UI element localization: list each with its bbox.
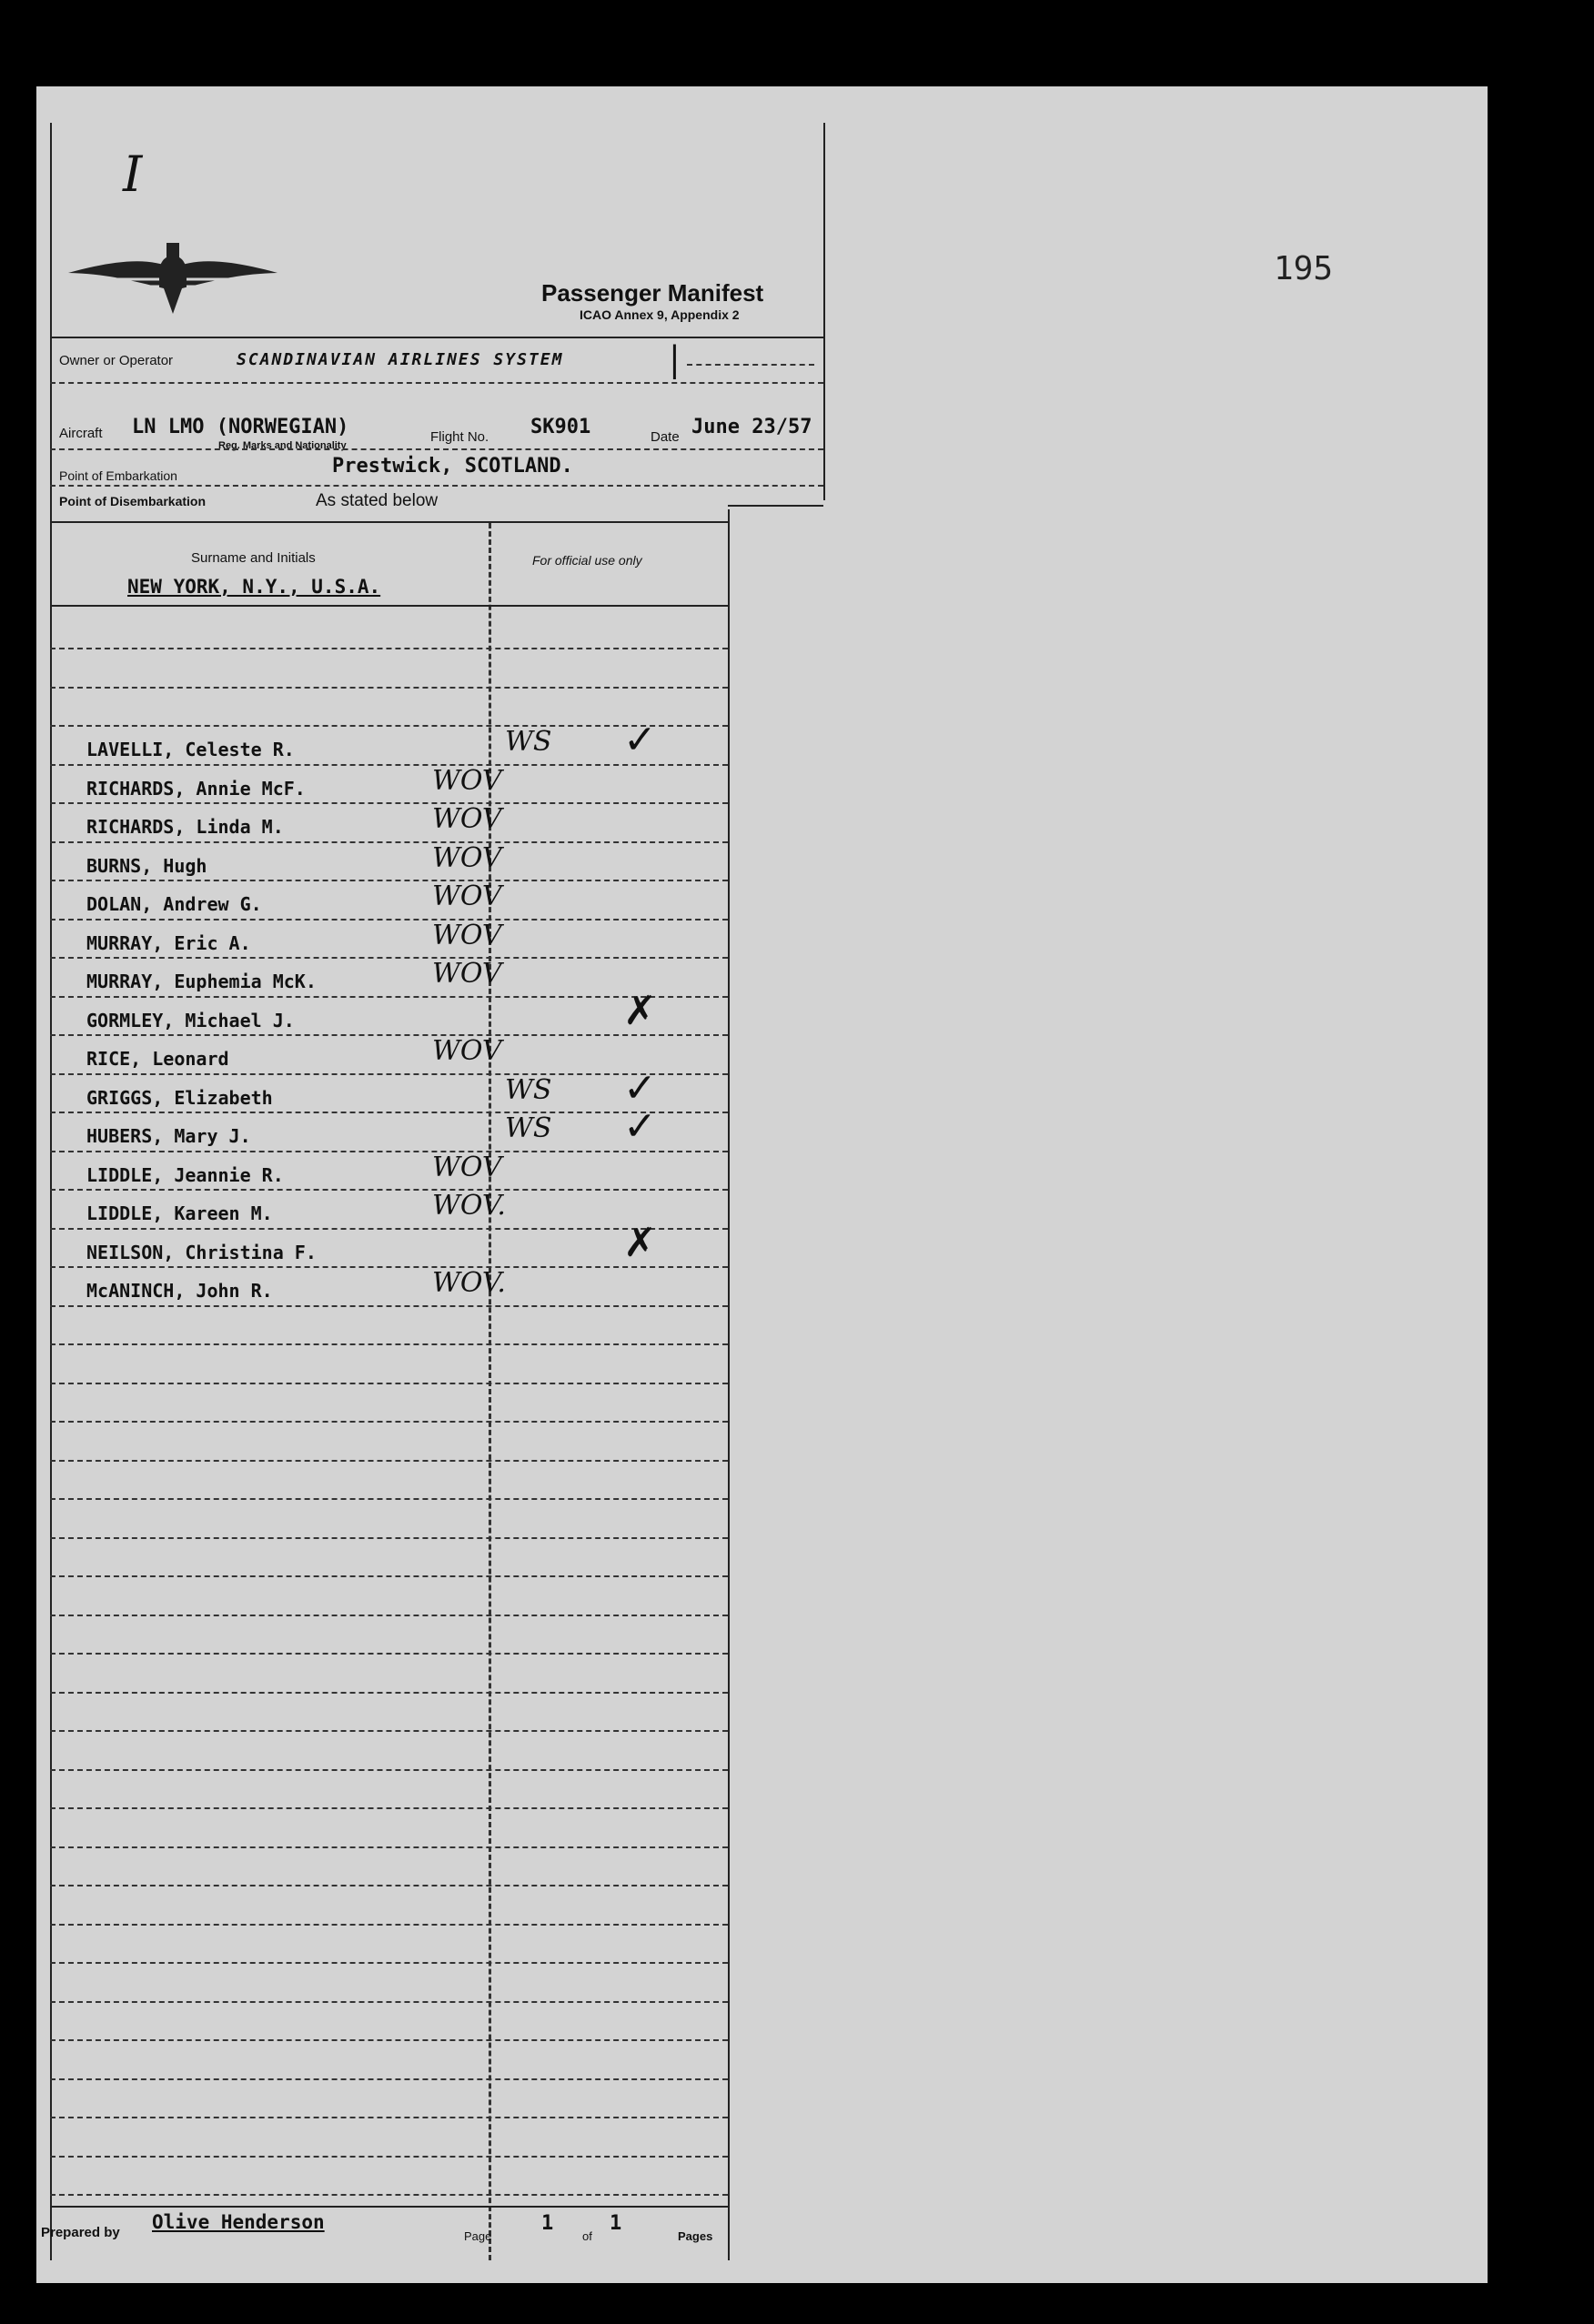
table-row: [50, 880, 728, 931]
ruled-line: [50, 648, 728, 649]
disembarkation-label: Point of Disembarkation: [59, 494, 207, 508]
ruled-line: [50, 1769, 728, 1771]
passenger-name: LIDDLE, Kareen M.: [86, 1202, 273, 1224]
manifest-form: [41, 123, 823, 2260]
flight-label: Flight No.: [430, 429, 489, 445]
prepared-value: Olive Henderson: [152, 2211, 325, 2233]
table-row: [50, 1151, 728, 1202]
aircraft-sublabel: Reg. Marks and Nationality: [218, 440, 347, 451]
disembarkation-value: As stated below: [316, 491, 439, 510]
form-subtitle: ICAO Annex 9, Appendix 2: [580, 307, 740, 322]
table-row: [50, 717, 728, 776]
form-title: Passenger Manifest: [541, 279, 764, 307]
passenger-name: RICE, Leonard: [86, 1048, 229, 1070]
ruled-line: [50, 1924, 728, 1926]
passenger-name: DOLAN, Andrew G.: [86, 893, 262, 915]
official-note: WOV: [432, 958, 502, 990]
table-row: [50, 764, 728, 815]
ruled-line: [50, 1846, 728, 1848]
page-value: 1: [541, 2212, 554, 2235]
corner-mark: I: [123, 146, 143, 203]
owner-value: SCANDINAVIAN AIRLINES SYSTEM: [237, 350, 564, 369]
official-note: WS: [505, 1073, 552, 1106]
ruled-line: [50, 2078, 728, 2080]
passenger-name: GORMLEY, Michael J.: [86, 1009, 295, 1031]
ruled-line: [50, 1421, 728, 1423]
official-mark: ✓: [623, 1103, 657, 1150]
aircraft-label: Aircraft: [59, 426, 103, 441]
ruled-line: [50, 1885, 728, 1886]
ruled-line: [50, 687, 728, 689]
ruled-line: [50, 2039, 728, 2041]
ruled-line: [50, 2117, 728, 2118]
table-row: [50, 1267, 728, 1317]
ruled-line: [50, 1730, 728, 1732]
destination-line: NEW YORK, N.Y., U.S.A.: [127, 576, 381, 598]
ruled-line: [50, 1498, 728, 1500]
embarkation-value: Prestwick, SCOTLAND.: [332, 455, 573, 478]
official-mark: ✓: [623, 1064, 657, 1112]
col-name-header: Surname and Initials: [191, 550, 316, 566]
passenger-name: McANINCH, John R.: [86, 1280, 273, 1302]
airline-wings-logo: [64, 232, 282, 323]
ruled-line: [50, 1383, 728, 1384]
ruled-line: [50, 1962, 728, 1964]
official-note: WOV: [432, 1035, 502, 1067]
ruled-line: [50, 2156, 728, 2158]
official-note: WOV: [432, 764, 502, 797]
ruled-line: [50, 1343, 728, 1345]
ruled-line: [50, 1692, 728, 1694]
ruled-line: [50, 1575, 728, 1577]
pages-label: Pages: [678, 2229, 713, 2243]
aircraft-value: LN LMO (NORWEGIAN): [132, 416, 349, 438]
passenger-name: RICHARDS, Annie McF.: [86, 777, 306, 800]
ruled-line: [50, 1460, 728, 1462]
of-value: 1: [610, 2212, 622, 2235]
passenger-name: HUBERS, Mary J.: [86, 1125, 251, 1147]
owner-stroke: |: [669, 339, 681, 379]
prepared-label: Prepared by: [41, 2225, 120, 2240]
of-label: of: [582, 2229, 592, 2243]
official-mark: ✗: [623, 987, 657, 1034]
table-row: [50, 1219, 728, 1279]
official-note: WOV: [432, 803, 502, 835]
passenger-name: NEILSON, Christina F.: [86, 1241, 317, 1263]
ruled-line: [50, 1537, 728, 1539]
owner-label: Owner or Operator: [59, 353, 174, 368]
official-note: WOV: [432, 880, 502, 912]
ruled-line: [50, 1615, 728, 1616]
date-label: Date: [651, 429, 680, 445]
official-note: WS: [505, 1112, 552, 1144]
passenger-name: LIDDLE, Jeannie R.: [86, 1163, 284, 1186]
table-row: [50, 841, 728, 892]
date-value: June 23/57: [691, 416, 812, 438]
official-note: WOV.: [432, 1190, 506, 1222]
official-note: WOV: [432, 841, 502, 874]
official-note: WS: [505, 726, 552, 758]
passenger-name: GRIGGS, Elizabeth: [86, 1086, 273, 1109]
page-label: Page: [464, 2229, 492, 2243]
table-row: [50, 987, 728, 1047]
ruled-line: [50, 1653, 728, 1655]
page-number: 195: [1274, 250, 1334, 287]
table-row: [50, 1103, 728, 1162]
embarkation-label: Point of Embarkation: [59, 468, 177, 483]
table-row: [50, 803, 728, 853]
passenger-name: LAVELLI, Celeste R.: [86, 739, 295, 760]
form-right-border-top: [823, 123, 825, 500]
flight-value: SK901: [530, 416, 591, 438]
official-mark: ✓: [623, 717, 657, 763]
form-right-border: [728, 509, 730, 2260]
passenger-name: MURRAY, Euphemia McK.: [86, 971, 317, 992]
ruled-line: [50, 1807, 728, 1809]
ruled-line: [50, 2194, 728, 2196]
passenger-name: RICHARDS, Linda M.: [86, 816, 284, 838]
col-official-header: For official use only: [532, 553, 642, 568]
table-row: [50, 919, 728, 970]
passenger-name: BURNS, Hugh: [86, 854, 207, 877]
official-note: WOV: [432, 1151, 502, 1183]
official-mark: ✗: [623, 1219, 657, 1266]
ruled-line: [50, 2001, 728, 2003]
official-note: WOV: [432, 919, 502, 951]
passenger-name: MURRAY, Eric A.: [86, 931, 251, 954]
official-note: WOV.: [432, 1267, 506, 1299]
